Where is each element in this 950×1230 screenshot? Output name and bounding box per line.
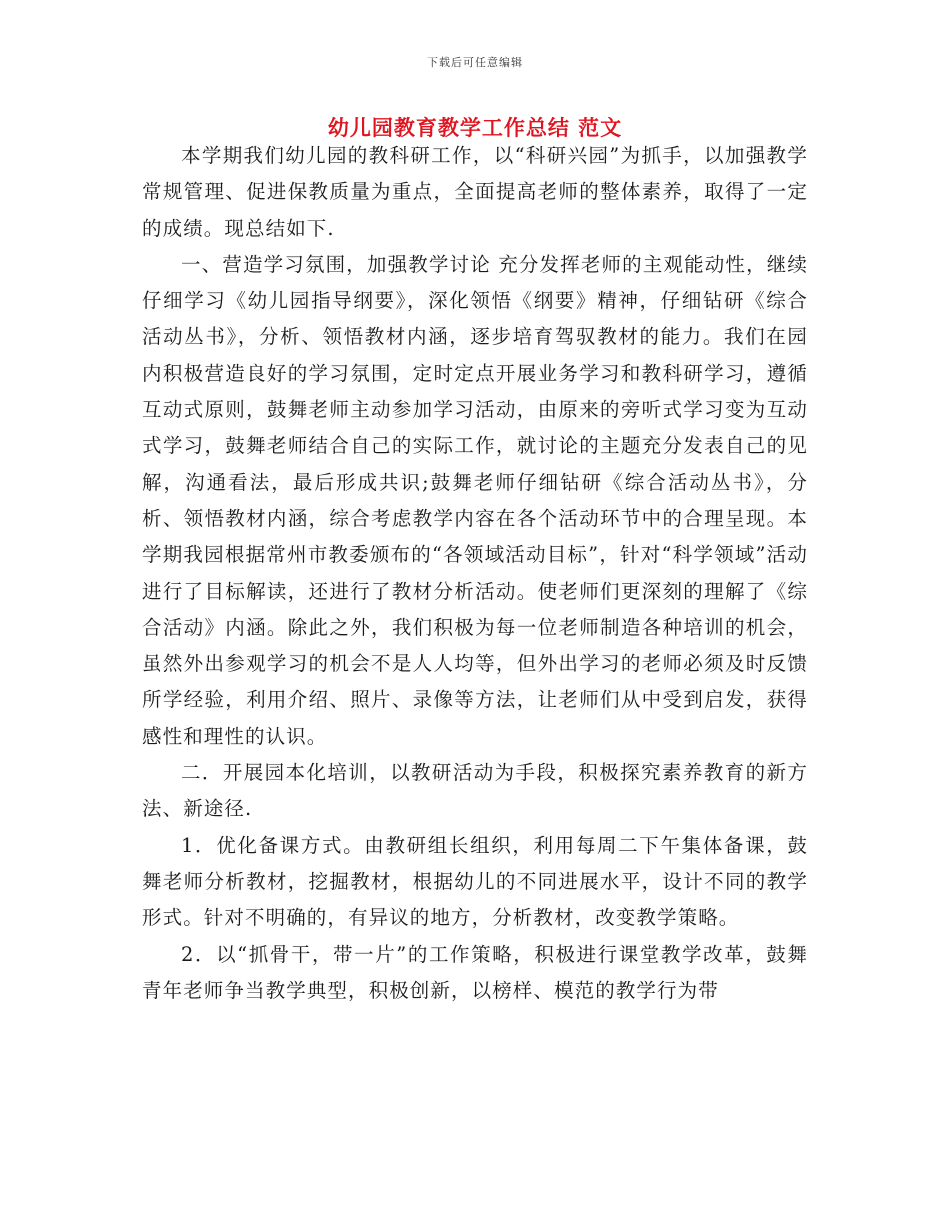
paragraph-item-1: 1．优化备课方式。由教研组长组织，利用每周二下午集体备课，鼓舞老师分析教材，挖掘教材，根据幼儿的不同进展水平，设计不同的教学形式。针对不明确的，有异议的地方，分析教材，改变教学策略。 (142, 833, 808, 930)
header-note: 下载后可任意编辑 (427, 56, 523, 69)
paragraph-section-1: 一、营造学习氛围，加强教学讨论 充分发挥老师的主观能动性，继续仔细学习《幼儿园指导纲要》，深化领悟《纲要》精神，仔细钻研《综合活动丛书》，分析、领悟教材内涵，逐步培育驾驭教材的能力。我们在园内积极营造良好的学习氛围，定时定点开展业务学习和教科研学习，遵循互动式原则，鼓舞老师主动参加学习活动，由原来的旁听式学习变为互动式学习，鼓舞老师结合自己的实际工作，就讨论的主题充分发表自己的见解，沟通看法，最后形成共识;鼓舞老师仔细钻研《综合活动丛书》，分析、领悟教材内涵，综合考虑教学内容在各个活动环节中的合理呈现。本学期我园根据常州市教委颁布的“各领域活动目标”，针对“科学领域”活动进行了目标解读，还进行了教材分析活动。使老师们更深刻的理解了《综合活动》内涵。除此之外，我们积极为每一位老师制造各种培训的机会，虽然外出参观学习的机会不是人人均等，但外出学习的老师必须及时反馈所学经验，利用介绍、照片、录像等方法，让老师们从中受到启发，获得感性和理性的认识。 (142, 252, 808, 748)
document-body (142, 138, 808, 1009)
paragraph-item-2: 2．以“抓骨干，带一片”的工作策略，积极进行课堂教学改革，鼓舞青年老师争当教学典型，积极创新，以榜样、模范的教学行为带 (142, 942, 808, 1002)
paragraph-section-2: 二．开展园本化培训，以教研活动为手段，积极探究素养教育的新方法、新途径. (142, 761, 808, 821)
paragraph-intro: 本学期我们幼儿园的教科研工作，以“科研兴园”为抓手，以加强教学常规管理、促进保教质量为重点，全面提高老师的整体素养，取得了一定的成绩。现总结如下. (142, 144, 808, 240)
document-title: 幼儿园教育教学工作总结 范文 (327, 115, 623, 140)
